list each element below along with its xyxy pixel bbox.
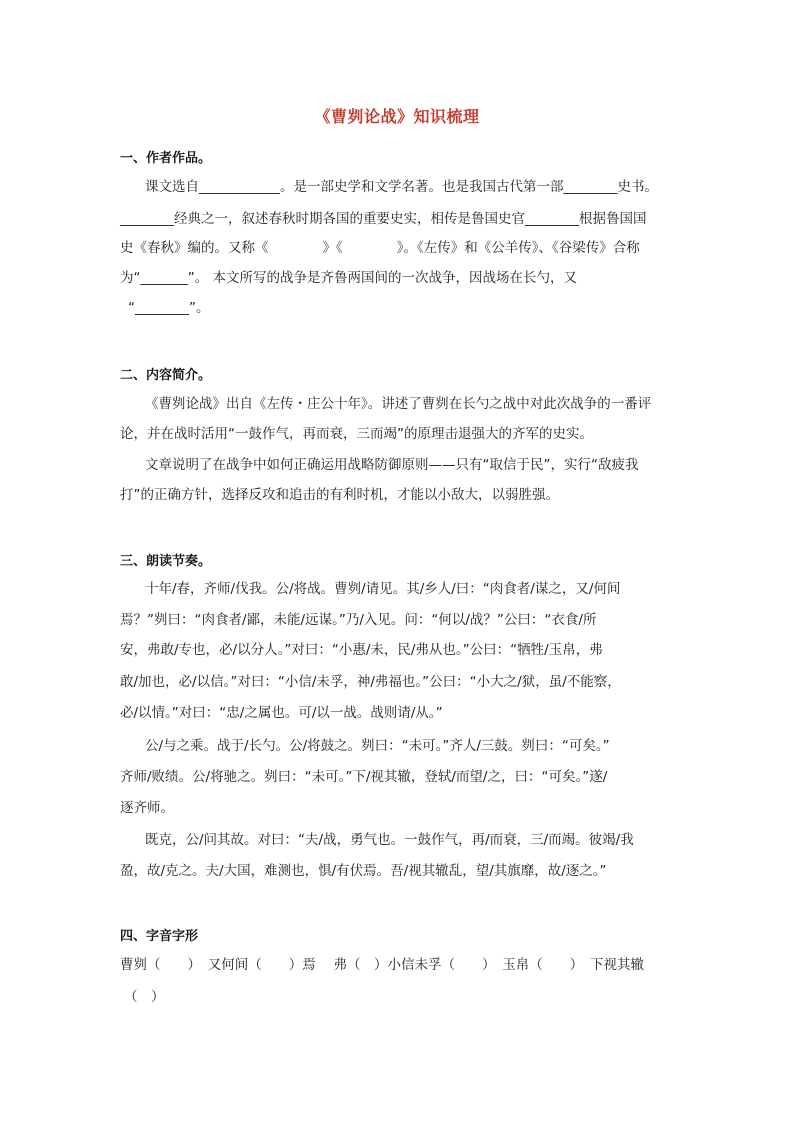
paragraph-line: 课文选自____________。是一部史学和文学名著。也是我国古代第一部________史书。 [145,179,658,195]
paragraph-line: 焉？”刿曰：“肉食者/鄙，未能/远谋。”乃/入见。问：“何以/战？”公曰：“衣食/所 [120,612,597,628]
paragraph-line: 必/以情。”对曰：“忠/之属也。可/以一战。战则请/从。” [120,705,443,721]
paragraph-line: 齐师/败绩。公/将驰之。刿曰：“未可。”下/视其辙，登轼/而望/之，曰：“可矣。”遂/ [120,769,608,785]
paragraph-line: （ ） [124,989,165,1005]
paragraph-line: 曹刿（ ） 又何间（ ）焉 弗（ ）小信未孚（ ） 玉帛（ ） 下视其辙 [120,957,645,973]
paragraph-line: 安，弗敢/专也，必/以分人。”对曰：“小惠/未，民/弗从也。”公曰：“牺牲/玉帛，弗 [120,642,603,658]
paragraph-line: 既克，公/问其故。对曰：“夫/战，勇气也。一鼓作气，再/而衰，三/而竭。彼竭/我 [145,832,634,848]
section-heading-pronunciation: 四、字音字形 [120,929,199,944]
section-heading-author: 一、作者作品。 [120,151,212,166]
section-heading-summary: 二、内容简介。 [120,368,212,383]
paragraph-line: 盈，故/克之。夫/大国，难测也，惧/有伏焉。吾/视其辙乱，望/其旗靡，故/逐之。” [120,863,607,879]
paragraph-line: 史《春秋》编的。又称《 》《 》。《左传》和《公羊传》、《谷梁传》合称 [120,240,640,256]
paragraph-line: 为“_______”。 本文所写的战争是齐鲁两国间的一次战争，因战场在长勺，又 [120,270,578,286]
paragraph-line: 逐齐师。 [120,800,174,816]
paragraph-line: 《曹刿论战》出自《左传・庄公十年》。讲述了曹刿在长勺之战中对此次战争的一番评 [145,396,652,412]
page-title: 《曹刿论战》知识梳理 [314,107,480,126]
paragraph-line: ________经典之一，叙述春秋时期各国的重要史实，相传是鲁国史官________根据鲁国国 [120,211,647,227]
paragraph-line: 打”的正确方针，选择反攻和追击的有利时机，才能以小敌大，以弱胜强。 [120,487,559,503]
paragraph-line: 敢/加也，必/以信。”对曰：“小信/未孚，神/弗福也。”公曰：“小大之/狱，虽/不能察， [120,674,621,690]
paragraph-line: 公/与之乘。战于/长勺。公/将鼓之。刿曰：“未可。”齐人/三鼓。刿曰：“可矣。” [145,738,610,754]
paragraph-line: 文章说明了在战争中如何正确运用战略防御原则——只有“取信于民”，实行“敌疲我 [145,457,639,473]
paragraph-line: 论，并在战时活用“一鼓作气，再而衰，三而竭”的原理击退强大的齐军的史实。 [120,426,593,442]
paragraph-line: “________”。 [128,300,210,316]
paragraph-line: 十年/春，齐师/伐我。公/将战。曹刿/请见。其/乡人/曰：“肉食者/谋之，又/何间 [145,581,621,597]
section-heading-rhythm: 三、朗读节奏。 [120,554,212,569]
